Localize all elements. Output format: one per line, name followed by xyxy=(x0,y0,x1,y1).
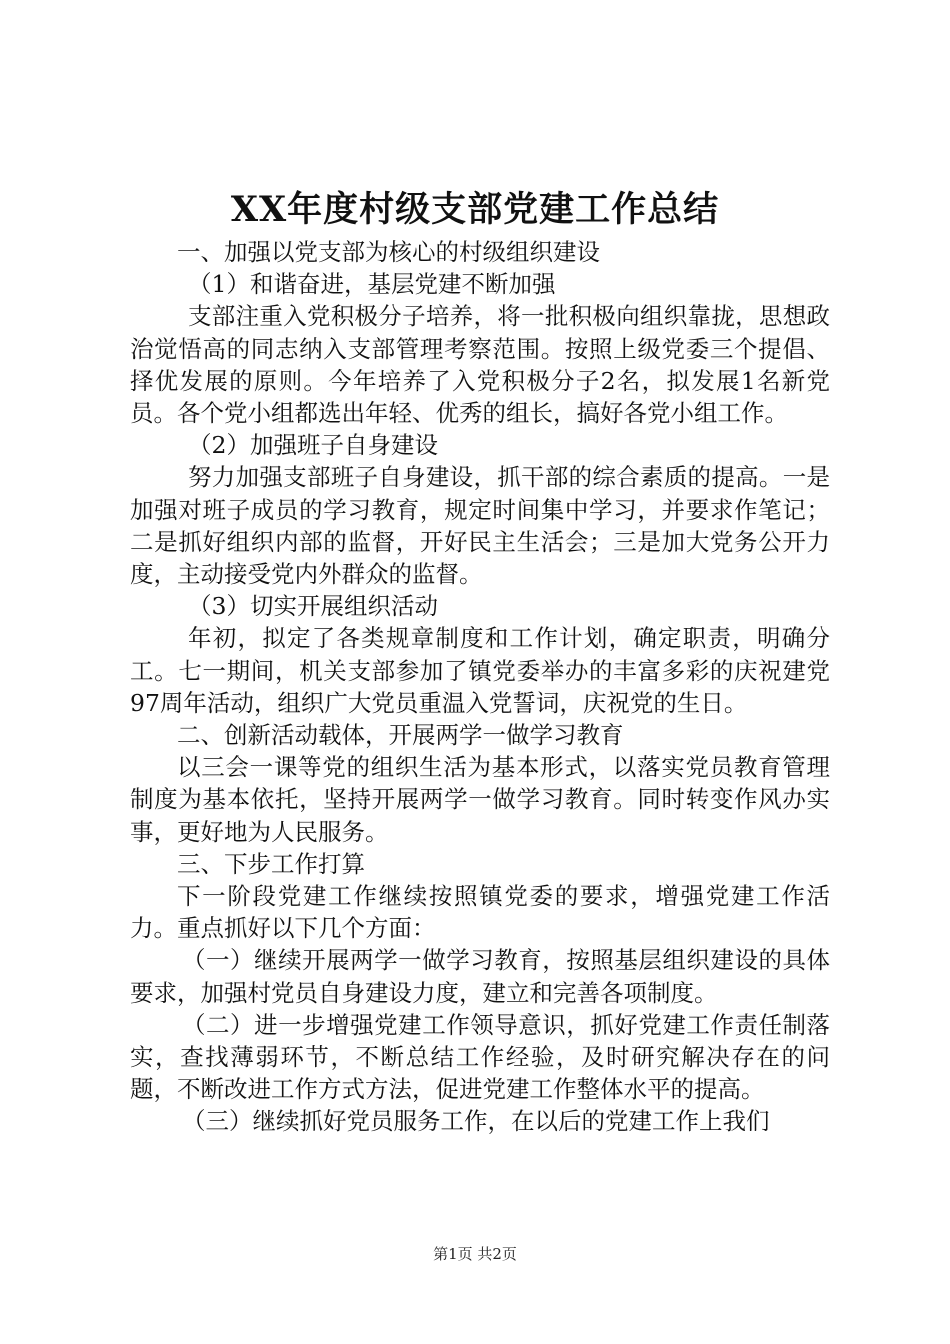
section-heading-1: 一、加强以党支部为核心的村级组织建设 xyxy=(177,238,600,266)
document-title: XX年度村级支部党建工作总结 xyxy=(230,189,720,230)
section-heading-2: 二、创新活动载体，开展两学一做学习教育 xyxy=(177,721,624,750)
page-number-footer: 第1页 共2页 xyxy=(433,1245,517,1263)
body-paragraph: 支部注重入党积极分子培养，将一批积极向组织靠拢，思想政治觉悟高的同志纳入支部管理考察范围。按照上级党委三个提倡、择优发展的原则。今年培养了入党积极分子2名，拟发展1名新党员。各个党小组都选出年轻、优秀的组长，搞好各党小组工作。 xyxy=(130,302,830,428)
subsection-heading-1: （1）和谐奋进，基层党建不断加强 xyxy=(188,270,556,299)
body-paragraph: 以三会一课等党的组织生活为基本形式，以落实党员教育管理制度为基本依托，坚持开展两学一做学习教育。同时转变作风办实事，更好地为人民服务。 xyxy=(130,753,830,846)
body-paragraph: 年初，拟定了各类规章制度和工作计划，确定职责，明确分工。七一期间，机关支部参加了镇党委举办的丰富多彩的庆祝建党97周年活动，组织广大党员重温入党誓词，庆祝党的生日。 xyxy=(130,624,830,717)
body-paragraph: 努力加强支部班子自身建设，抓干部的综合素质的提高。一是加强对班子成员的学习教育，规定时间集中学习，并要求作笔记；二是抓好组织内部的监督，开好民主生活会；三是加大党务公开力度，主动接受党内外群众的监督。 xyxy=(130,463,830,589)
subsection-heading-2: （2）加强班子自身建设 xyxy=(188,431,438,460)
subsection-heading-3: （3）切实开展组织活动 xyxy=(188,592,438,621)
list-item: （三）继续抓好党员服务工作，在以后的党建工作上我们 xyxy=(182,1107,770,1136)
list-item: （一）继续开展两学一做学习教育，按照基层组织建设的具体要求，加强村党员自身建设力度，建立和完善各项制度。 xyxy=(130,946,830,1007)
body-paragraph: 下一阶段党建工作继续按照镇党委的要求，增强党建工作活力。重点抓好以下几个方面： xyxy=(130,882,830,943)
list-item: （二）进一步增强党建工作领导意识，抓好党建工作责任制落实，查找薄弱环节，不断总结工作经验，及时研究解决存在的问题，不断改进工作方式方法，促进党建工作整体水平的提高。 xyxy=(130,1010,830,1104)
document-body xyxy=(130,236,830,1138)
section-heading-3: 三、下步工作打算 xyxy=(177,849,365,878)
